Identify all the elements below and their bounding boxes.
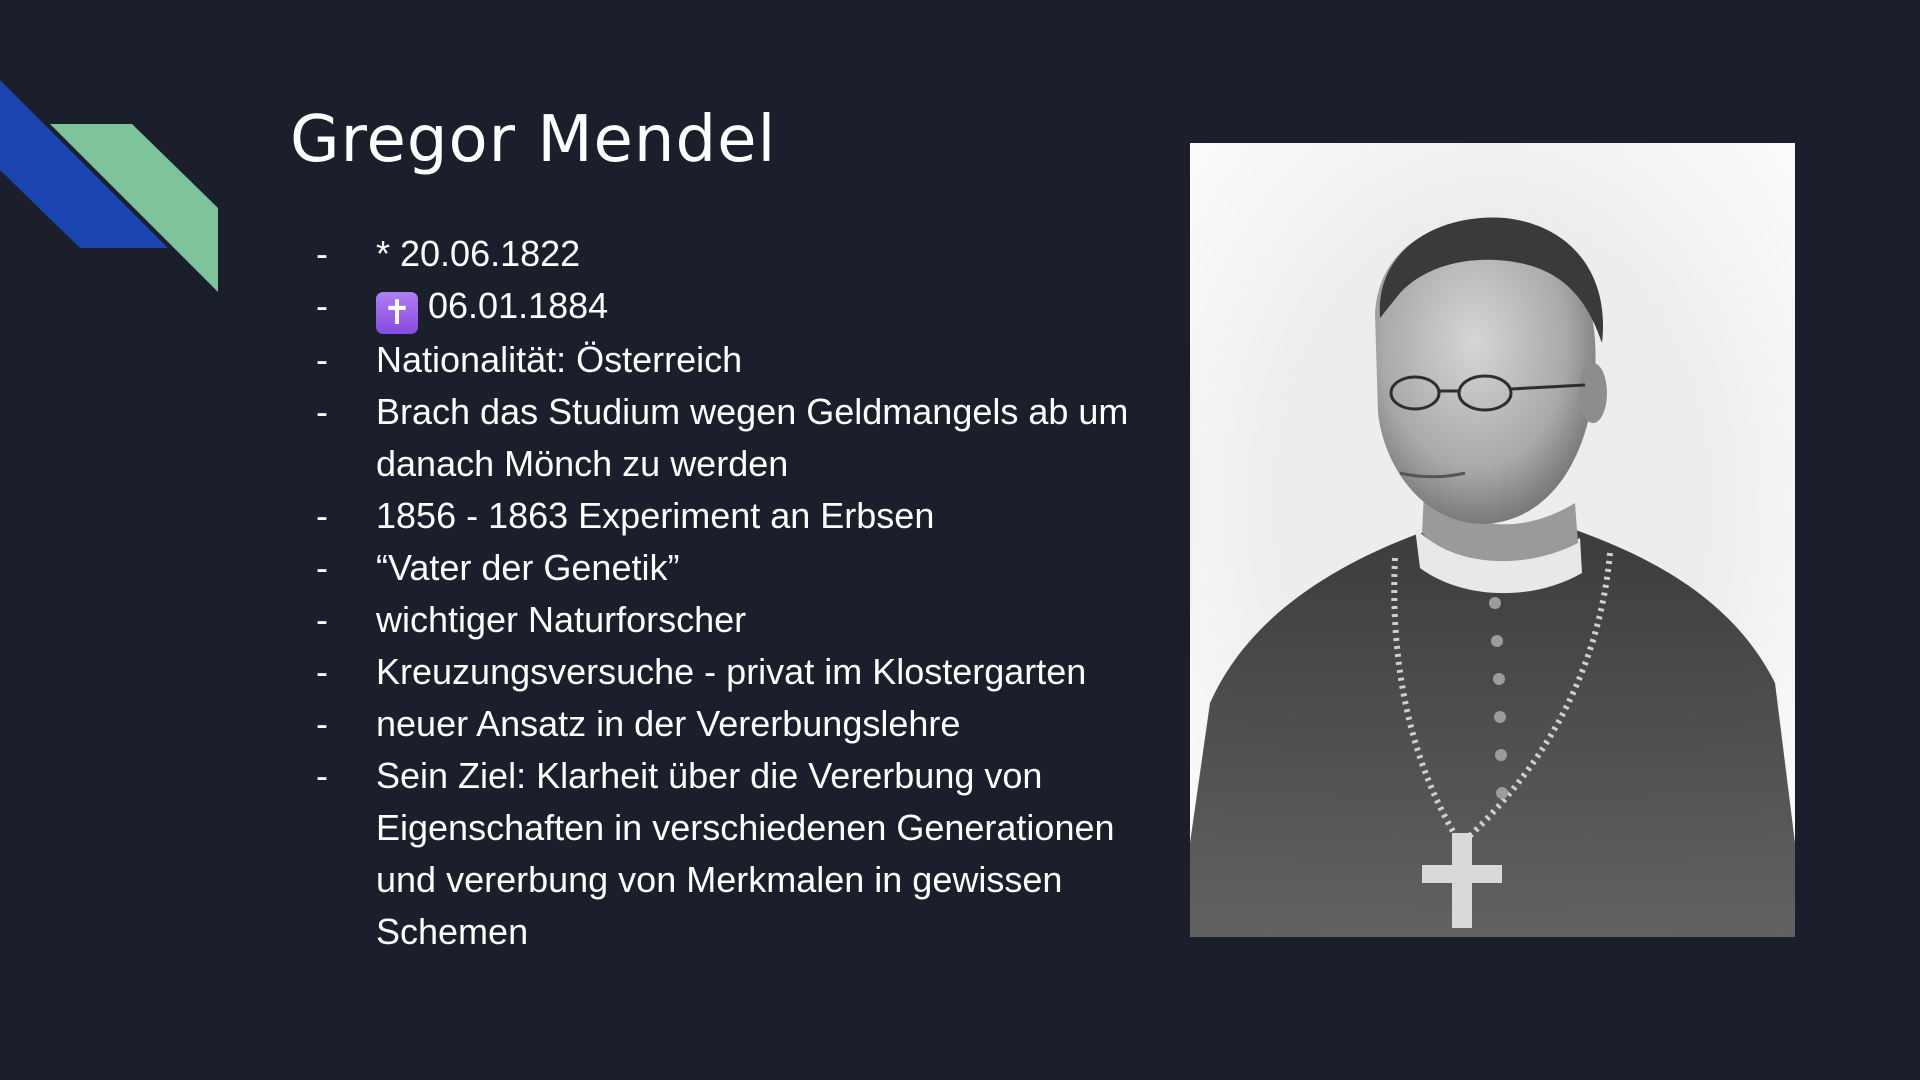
bullet-text: Brach das Studium wegen Geldmangels ab um danach Mönch zu werden xyxy=(376,391,1129,484)
bullet-experiment xyxy=(310,490,1150,542)
bullet-death xyxy=(310,280,1150,334)
bullet-father-of-genetics xyxy=(310,542,1150,594)
bullet-text: “Vater der Genetik” xyxy=(376,547,680,588)
bullet-marker: - xyxy=(316,703,328,744)
bullet-marker: - xyxy=(316,233,328,274)
bullet-text: Sein Ziel: Klarheit über die Vererbung von Eigenschaften in verschiedenen Generationen und vererbung von Merkmalen in gewissen Schemen xyxy=(376,755,1115,952)
ear xyxy=(1579,363,1607,423)
bullet-list xyxy=(310,228,1150,958)
bullet-marker: - xyxy=(316,285,328,326)
bullet-new-approach xyxy=(310,698,1150,750)
bullet-crossing-experiments xyxy=(310,646,1150,698)
slide-title: Gregor Mendel xyxy=(290,103,777,177)
bullet-studies xyxy=(310,386,1150,490)
bullet-text: neuer Ansatz in der Vererbungslehre xyxy=(376,703,961,744)
bullet-text: Nationalität: Österreich xyxy=(376,339,743,380)
bullet-marker: - xyxy=(316,547,328,588)
bullet-naturalist xyxy=(310,594,1150,646)
bullet-marker: - xyxy=(316,755,328,796)
bullet-text: wichtiger Naturforscher xyxy=(376,599,747,640)
bullet-marker: - xyxy=(316,391,328,432)
bullet-text: Kreuzungsversuche - privat im Klostergarten xyxy=(376,651,1087,692)
bullet-marker: - xyxy=(316,599,328,640)
portrait-illustration xyxy=(1190,143,1795,937)
latin-cross-icon: ✝ xyxy=(376,292,418,334)
bullet-text: 1856 - 1863 Experiment an Erbsen xyxy=(376,495,935,536)
bullet-goal xyxy=(310,750,1150,958)
bullet-birth xyxy=(310,228,1150,280)
bullet-text: * 20.06.1822 xyxy=(376,233,581,274)
portrait-photo xyxy=(1190,143,1795,937)
bullet-nationality xyxy=(310,334,1150,386)
bullet-text: 06.01.1884 xyxy=(428,285,609,326)
bullet-marker: - xyxy=(316,495,328,536)
corner-decoration xyxy=(0,0,230,310)
bullet-marker: - xyxy=(316,339,328,380)
bullet-marker: - xyxy=(316,651,328,692)
